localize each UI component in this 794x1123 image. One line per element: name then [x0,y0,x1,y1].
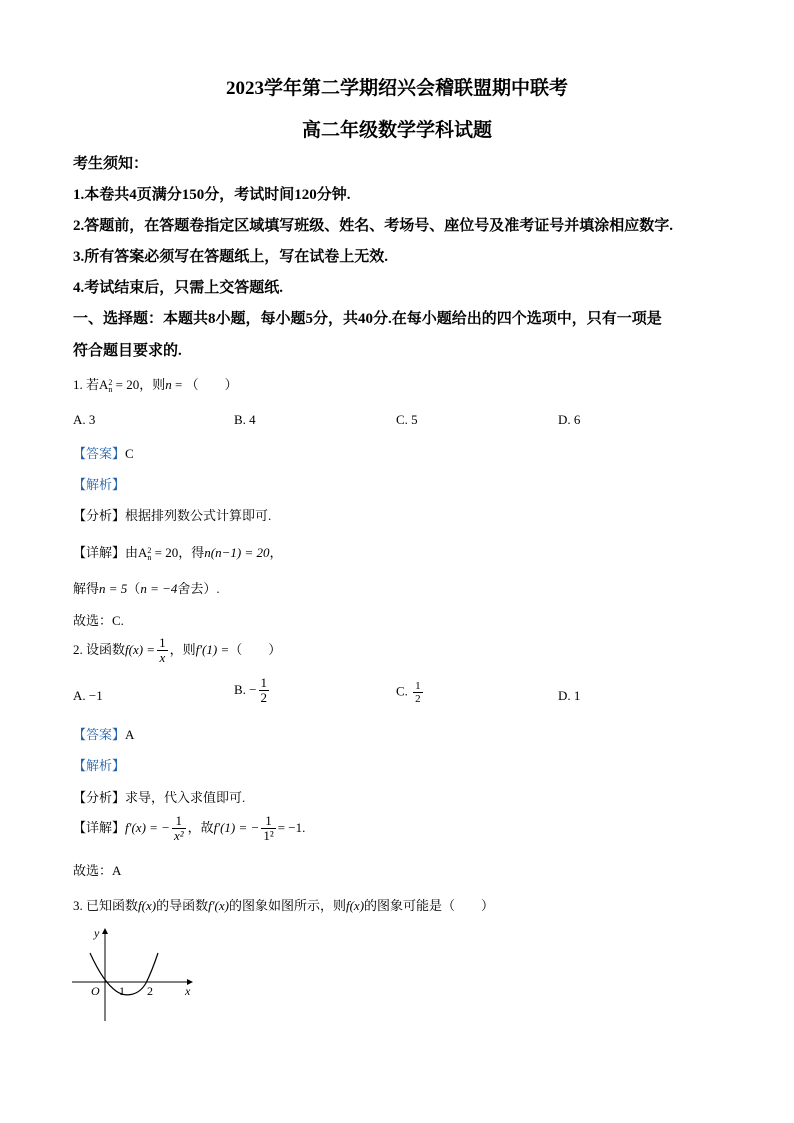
q2-fenxi: 【分析】求导，代入求值即可. [73,790,246,805]
section-heading-line1: 一、选择题：本题共8小题，每小题5分，共40分.在每小题给出的四个选项中，只有一项是 [73,311,662,327]
q2-analysis-tag: 【解析】 [73,758,126,773]
q1-stem: 1. 若A 2 n = 20，则n = （ ） [73,377,238,395]
exam-title: 2023学年第二学期绍兴会稽联盟期中联考 [225,78,568,99]
q1-choose: 故选：C. [73,613,124,628]
q1-solve: 解得n = 5（n = −4舍去）. [73,581,220,596]
q1-option-d: D. 6 [558,412,581,427]
section-heading-line2: 符合题目要求的. [73,343,182,359]
y-label: y [94,926,100,940]
q2-detail: 【详解】f′(x) = − $\frac{1}{\text{x²}}$ ，故f′(1) = − $\frac{1}{\text{1²}}$ = −1. [73,813,306,844]
q2-choose: 故选：A [73,863,122,878]
notice-item-1: 1.本卷共4页满分150分，考试时间120分钟. [73,187,351,203]
notice-item-2: 2.答题前，在答题卷指定区域填写班级、姓名、考场号、座位号及准考证号并填涂相应数字. [73,218,674,234]
exam-subtitle: 高二年级数学学科试题 [301,120,492,141]
q2-answer: 【答案】A [73,727,135,742]
tick-2-label: 2 [147,984,153,998]
q1-detail: 【详解】由A 2 n = 20，得n(n−1) = 20， [73,545,283,563]
q2-option-d: D. 1 [558,688,581,703]
tick-1-label: 1 [119,984,125,998]
derivative-graph [70,925,200,1025]
x-label: x [185,984,191,998]
q1-answer: 【答案】C [73,446,134,461]
notice-item-4: 4.考试结束后，只需上交答题纸. [73,280,284,296]
notice-heading: 考生须知： [73,156,149,172]
q1-fenxi: 【分析】根据排列数公式计算即可. [73,508,272,523]
notice-item-3: 3.所有答案必须写在答题纸上，写在试卷上无效. [73,249,389,265]
q2-option-c: C. $\frac{1}{2}$ [396,680,421,706]
q3-stem: 3. 已知函数f(x)的导函数f′(x)的图象如图所示，则f(x)的图象可能是（ ） [73,898,495,913]
q1-option-b: B. 4 [234,412,256,427]
origin-label: O [91,984,100,998]
q2-stem: 2. 设函数f(x) = $\frac{1}{x}$ ，则f′(1) =（ ） [73,635,282,666]
q2-option-b: B. − $\frac{1}{2}$ [234,675,268,706]
q2-option-a: A. −1 [73,688,103,703]
q1-analysis-tag: 【解析】 [73,477,126,492]
q1-option-c: C. 5 [396,412,418,427]
q1-option-a: A. 3 [73,412,96,427]
